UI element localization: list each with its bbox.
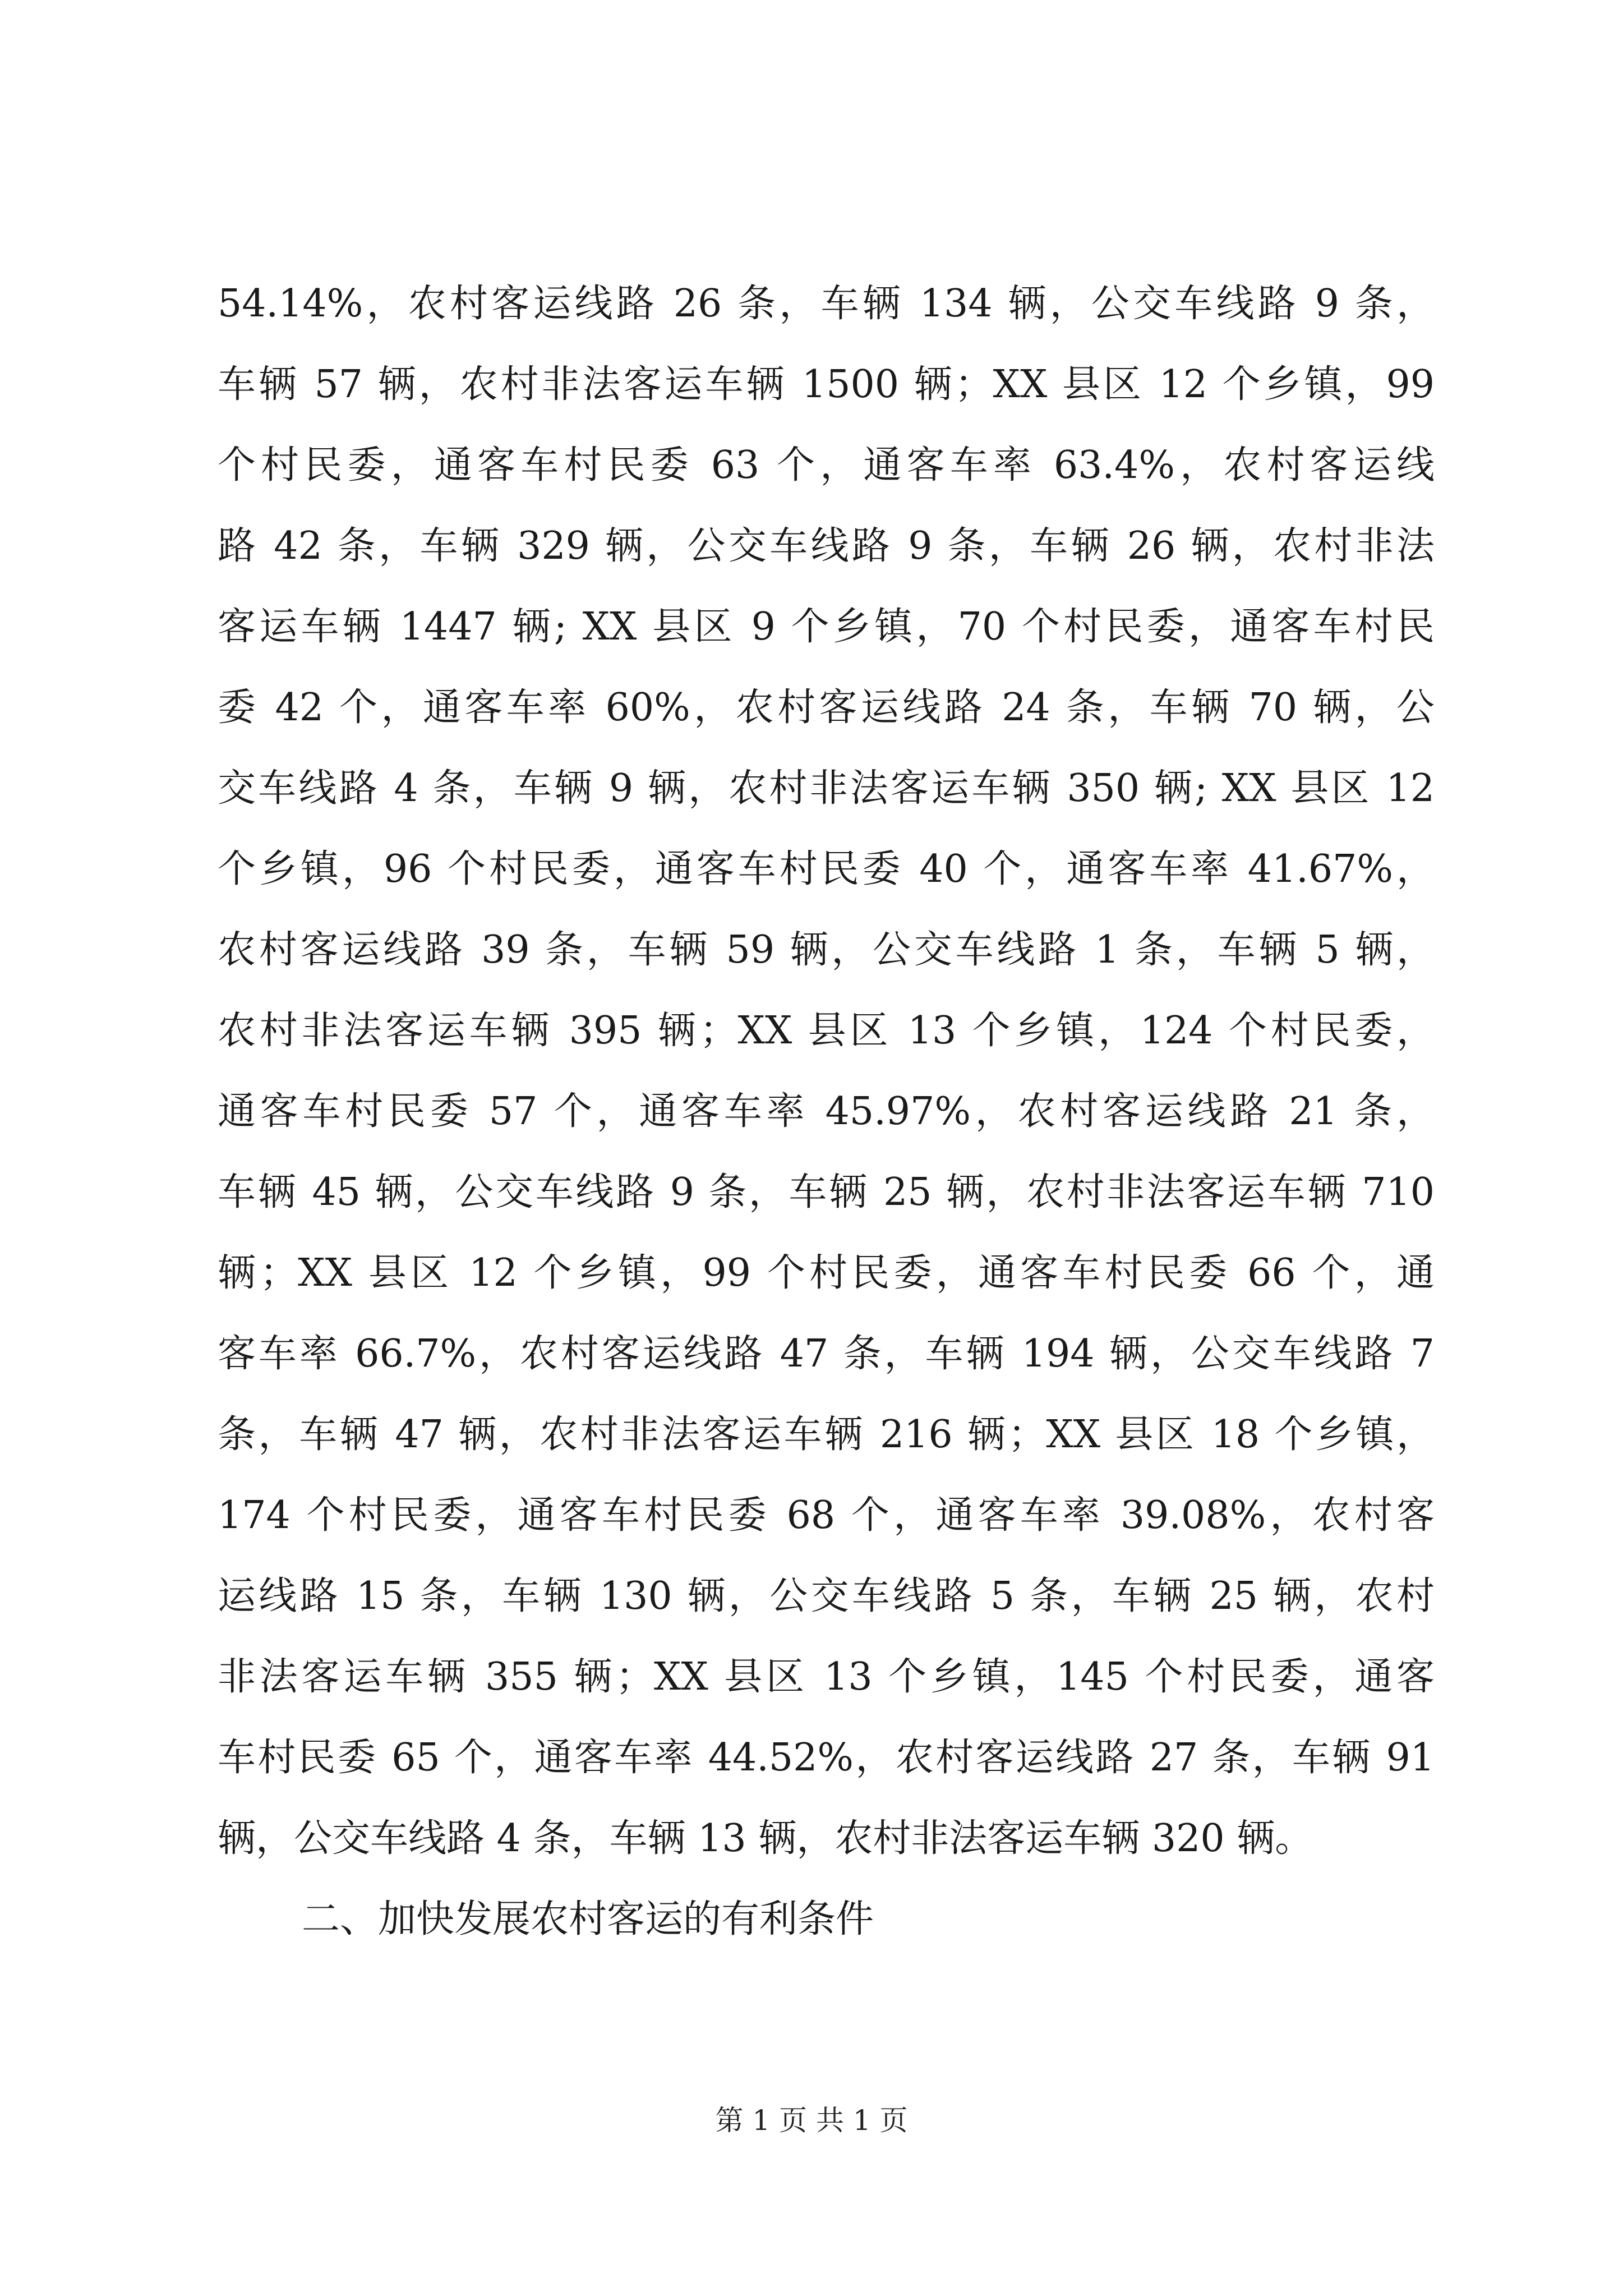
paragraph-line-2: 车辆 57 辆，农村非法客运车辆 1500 辆；XX 县区 12 个乡镇，99 bbox=[218, 362, 1435, 407]
paragraph-line-17: 运线路 15 条，车辆 130 辆，公交车线路 5 条，车辆 25 辆，农村 bbox=[218, 1574, 1435, 1618]
paragraph-line-13: 辆；XX 县区 12 个乡镇，99 个村民委，通客车村民委 66 个，通 bbox=[218, 1251, 1435, 1295]
paragraph-line-9: 农村客运线路 39 条，车辆 59 辆，公交车线路 1 条，车辆 5 辆， bbox=[218, 928, 1435, 972]
paragraph-line-11: 通客车村民委 57 个，通客车率 45.97%，农村客运线路 21 条， bbox=[218, 1089, 1435, 1134]
paragraph-line-15: 条，车辆 47 辆，农村非法客运车辆 216 辆；XX 县区 18 个乡镇， bbox=[218, 1412, 1435, 1457]
paragraph-line-6: 委 42 个，通客车率 60%，农村客运线路 24 条，车辆 70 辆，公 bbox=[218, 685, 1435, 730]
page-footer: 第 1 页 共 1 页 bbox=[715, 2104, 908, 2137]
paragraph-line-20: 辆，公交车线路 4 条，车辆 13 辆，农村非法客运车辆 320 辆。 bbox=[218, 1816, 1313, 1861]
paragraph-line-18: 非法客运车辆 355 辆；XX 县区 13 个乡镇，145 个村民委，通客 bbox=[218, 1655, 1435, 1699]
body-text bbox=[218, 264, 1435, 1960]
paragraph-line-3: 个村民委，通客车村民委 63 个，通客车率 63.4%，农村客运线 bbox=[218, 443, 1435, 487]
paragraph-line-10: 农村非法客运车辆 395 辆；XX 县区 13 个乡镇，124 个村民委， bbox=[218, 1009, 1435, 1053]
paragraph-line-16: 174 个村民委，通客车村民委 68 个，通客车率 39.08%，农村客 bbox=[218, 1493, 1435, 1538]
paragraph-line-8: 个乡镇，96 个村民委，通客车村民委 40 个，通客车率 41.67%， bbox=[218, 847, 1435, 891]
paragraph-line-5: 客运车辆 1447 辆; XX 县区 9 个乡镇，70 个村民委，通客车村民 bbox=[218, 605, 1435, 649]
paragraph-line-19: 车村民委 65 个，通客车率 44.52%，农村客运线路 27 条，车辆 91 bbox=[218, 1736, 1435, 1780]
section-heading: 二、加快发展农村客运的有利条件 bbox=[302, 1897, 874, 1941]
paragraph-line-14: 客车率 66.7%，农村客运线路 47 条，车辆 194 辆，公交车线路 7 bbox=[218, 1332, 1435, 1376]
paragraph-line-1: 54.14%，农村客运线路 26 条，车辆 134 辆，公交车线路 9 条， bbox=[218, 282, 1435, 326]
paragraph-line-12: 车辆 45 辆，公交车线路 9 条，车辆 25 辆，农村非法客运车辆 710 bbox=[218, 1170, 1435, 1214]
paragraph-line-7: 交车线路 4 条，车辆 9 辆，农村非法客运车辆 350 辆; XX 县区 12 bbox=[218, 766, 1435, 811]
paragraph-line-4: 路 42 条，车辆 329 辆，公交车线路 9 条，车辆 26 辆，农村非法 bbox=[218, 524, 1435, 568]
